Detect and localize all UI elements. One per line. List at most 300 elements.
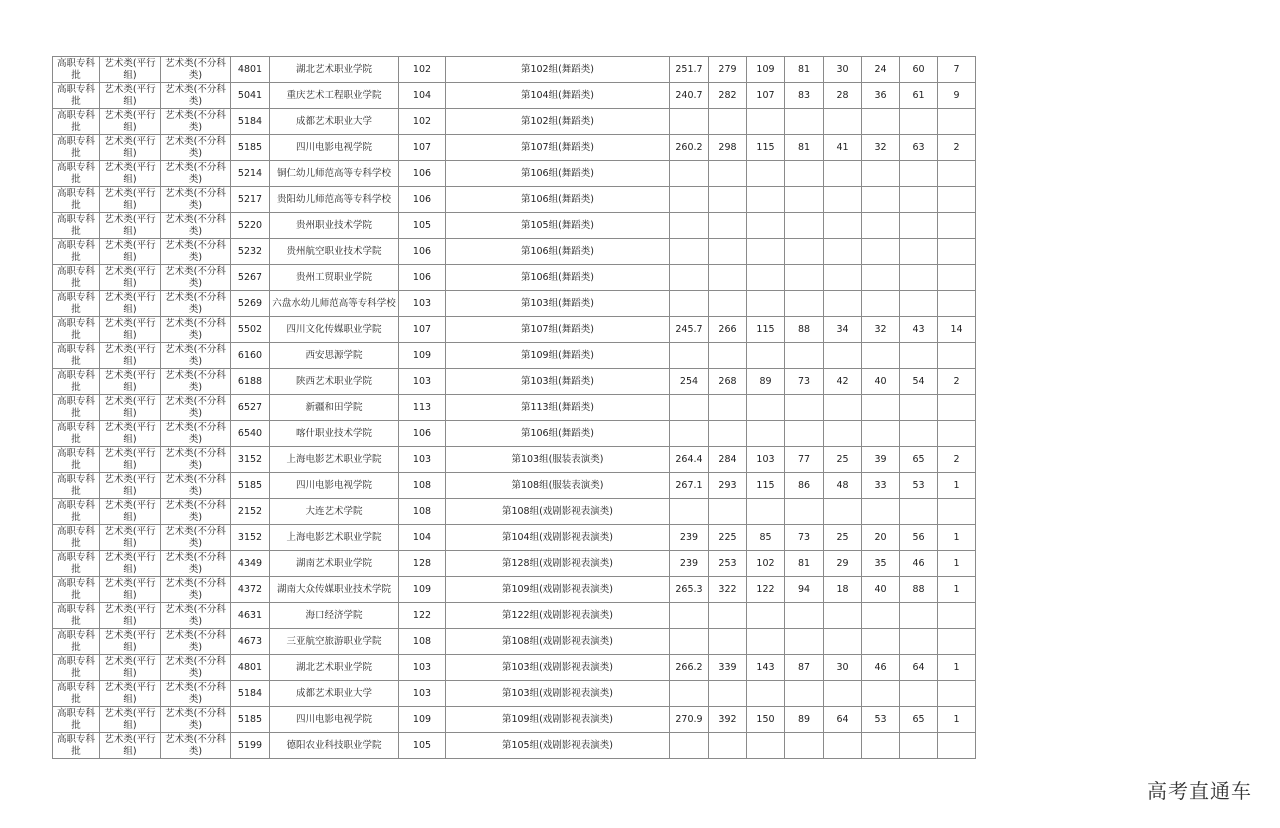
batch-cell: 高职专科批 — [53, 317, 100, 343]
group-name-cell: 第105组(戏剧影视表演类) — [446, 733, 670, 759]
value-cell-5: 40 — [862, 577, 900, 603]
subject-type-cell: 艺术类(不分科类) — [161, 707, 231, 733]
value-cell-5 — [862, 291, 900, 317]
value-cell-7: 1 — [938, 707, 976, 733]
value-cell-5: 33 — [862, 473, 900, 499]
value-cell-3 — [785, 291, 824, 317]
value-cell-1: 225 — [709, 525, 747, 551]
batch-cell: 高职专科批 — [53, 681, 100, 707]
score-cell — [670, 343, 709, 369]
score-cell — [670, 213, 709, 239]
subject-type-cell: 艺术类(不分科类) — [161, 421, 231, 447]
value-cell-4 — [824, 239, 862, 265]
school-code-cell: 4349 — [231, 551, 270, 577]
value-cell-3 — [785, 499, 824, 525]
value-cell-5 — [862, 395, 900, 421]
batch-cell: 高职专科批 — [53, 707, 100, 733]
value-cell-7 — [938, 265, 976, 291]
value-cell-3: 87 — [785, 655, 824, 681]
school-code-cell: 5185 — [231, 473, 270, 499]
school-name-cell: 德阳农业科技职业学院 — [270, 733, 399, 759]
subject-type-cell: 艺术类(不分科类) — [161, 603, 231, 629]
school-code-cell: 6188 — [231, 369, 270, 395]
school-code-cell: 5232 — [231, 239, 270, 265]
group-code-cell: 106 — [399, 161, 446, 187]
score-cell: 251.7 — [670, 57, 709, 83]
group-code-cell: 104 — [399, 83, 446, 109]
value-cell-4: 30 — [824, 655, 862, 681]
value-cell-6: 63 — [900, 135, 938, 161]
group-name-cell: 第103组(戏剧影视表演类) — [446, 655, 670, 681]
value-cell-2 — [747, 343, 785, 369]
value-cell-3: 86 — [785, 473, 824, 499]
group-name-cell: 第108组(服装表演类) — [446, 473, 670, 499]
school-name-cell: 湖南大众传媒职业技术学院 — [270, 577, 399, 603]
category-cell: 艺术类(平行组) — [100, 655, 161, 681]
value-cell-6: 46 — [900, 551, 938, 577]
value-cell-7 — [938, 343, 976, 369]
school-name-cell: 湖北艺术职业学院 — [270, 57, 399, 83]
batch-cell: 高职专科批 — [53, 447, 100, 473]
value-cell-6: 43 — [900, 317, 938, 343]
value-cell-6: 54 — [900, 369, 938, 395]
score-cell: 265.3 — [670, 577, 709, 603]
value-cell-6: 65 — [900, 707, 938, 733]
school-name-cell: 成都艺术职业大学 — [270, 681, 399, 707]
school-code-cell: 4801 — [231, 655, 270, 681]
group-name-cell: 第103组(舞蹈类) — [446, 369, 670, 395]
table-row — [53, 239, 976, 265]
value-cell-2 — [747, 187, 785, 213]
table-row — [53, 187, 976, 213]
value-cell-3: 83 — [785, 83, 824, 109]
group-name-cell: 第102组(舞蹈类) — [446, 57, 670, 83]
batch-cell: 高职专科批 — [53, 395, 100, 421]
subject-type-cell: 艺术类(不分科类) — [161, 525, 231, 551]
school-code-cell: 5214 — [231, 161, 270, 187]
table-row — [53, 525, 976, 551]
value-cell-3 — [785, 187, 824, 213]
value-cell-1 — [709, 395, 747, 421]
score-cell — [670, 629, 709, 655]
group-name-cell: 第103组(舞蹈类) — [446, 291, 670, 317]
value-cell-2 — [747, 161, 785, 187]
value-cell-1 — [709, 291, 747, 317]
batch-cell: 高职专科批 — [53, 343, 100, 369]
category-cell: 艺术类(平行组) — [100, 239, 161, 265]
value-cell-5 — [862, 681, 900, 707]
school-code-cell: 5185 — [231, 135, 270, 161]
score-cell: 270.9 — [670, 707, 709, 733]
school-code-cell: 3152 — [231, 447, 270, 473]
value-cell-7 — [938, 395, 976, 421]
value-cell-1: 298 — [709, 135, 747, 161]
subject-type-cell: 艺术类(不分科类) — [161, 239, 231, 265]
score-cell: 240.7 — [670, 83, 709, 109]
school-name-cell: 三亚航空旅游职业学院 — [270, 629, 399, 655]
value-cell-2 — [747, 421, 785, 447]
value-cell-3 — [785, 395, 824, 421]
score-cell: 239 — [670, 525, 709, 551]
value-cell-2: 143 — [747, 655, 785, 681]
category-cell: 艺术类(平行组) — [100, 733, 161, 759]
value-cell-2 — [747, 109, 785, 135]
group-code-cell: 108 — [399, 499, 446, 525]
school-code-cell: 5184 — [231, 109, 270, 135]
value-cell-2: 107 — [747, 83, 785, 109]
table-row — [53, 161, 976, 187]
value-cell-2 — [747, 395, 785, 421]
category-cell: 艺术类(平行组) — [100, 707, 161, 733]
category-cell: 艺术类(平行组) — [100, 473, 161, 499]
value-cell-4 — [824, 343, 862, 369]
value-cell-2: 150 — [747, 707, 785, 733]
value-cell-3 — [785, 265, 824, 291]
school-name-cell: 四川电影电视学院 — [270, 707, 399, 733]
value-cell-6 — [900, 265, 938, 291]
value-cell-6 — [900, 499, 938, 525]
table-row — [53, 135, 976, 161]
table-row — [53, 369, 976, 395]
subject-type-cell: 艺术类(不分科类) — [161, 681, 231, 707]
table-row — [53, 265, 976, 291]
value-cell-4: 42 — [824, 369, 862, 395]
value-cell-1: 266 — [709, 317, 747, 343]
school-name-cell: 西安思源学院 — [270, 343, 399, 369]
school-code-cell: 5220 — [231, 213, 270, 239]
category-cell: 艺术类(平行组) — [100, 421, 161, 447]
group-code-cell: 108 — [399, 629, 446, 655]
group-name-cell: 第104组(舞蹈类) — [446, 83, 670, 109]
value-cell-6 — [900, 213, 938, 239]
value-cell-2 — [747, 239, 785, 265]
school-code-cell: 4801 — [231, 57, 270, 83]
subject-type-cell: 艺术类(不分科类) — [161, 343, 231, 369]
school-name-cell: 大连艺术学院 — [270, 499, 399, 525]
value-cell-1 — [709, 733, 747, 759]
value-cell-7: 1 — [938, 525, 976, 551]
value-cell-6: 53 — [900, 473, 938, 499]
value-cell-3 — [785, 629, 824, 655]
group-name-cell: 第113组(舞蹈类) — [446, 395, 670, 421]
batch-cell: 高职专科批 — [53, 57, 100, 83]
value-cell-1: 253 — [709, 551, 747, 577]
value-cell-1: 339 — [709, 655, 747, 681]
school-code-cell: 5217 — [231, 187, 270, 213]
value-cell-4 — [824, 291, 862, 317]
table-row — [53, 57, 976, 83]
value-cell-1 — [709, 629, 747, 655]
subject-type-cell: 艺术类(不分科类) — [161, 447, 231, 473]
value-cell-7: 1 — [938, 655, 976, 681]
value-cell-3 — [785, 603, 824, 629]
table-row — [53, 707, 976, 733]
value-cell-4: 30 — [824, 57, 862, 83]
value-cell-2 — [747, 291, 785, 317]
value-cell-5: 53 — [862, 707, 900, 733]
school-name-cell: 四川电影电视学院 — [270, 473, 399, 499]
value-cell-1: 322 — [709, 577, 747, 603]
value-cell-5: 32 — [862, 317, 900, 343]
subject-type-cell: 艺术类(不分科类) — [161, 57, 231, 83]
value-cell-2 — [747, 603, 785, 629]
value-cell-7 — [938, 291, 976, 317]
table-row — [53, 83, 976, 109]
value-cell-3 — [785, 421, 824, 447]
value-cell-4: 64 — [824, 707, 862, 733]
value-cell-2 — [747, 265, 785, 291]
subject-type-cell: 艺术类(不分科类) — [161, 473, 231, 499]
value-cell-3 — [785, 161, 824, 187]
category-cell: 艺术类(平行组) — [100, 135, 161, 161]
value-cell-7 — [938, 603, 976, 629]
value-cell-1 — [709, 187, 747, 213]
group-name-cell: 第102组(舞蹈类) — [446, 109, 670, 135]
value-cell-3 — [785, 109, 824, 135]
value-cell-7: 2 — [938, 447, 976, 473]
value-cell-3: 94 — [785, 577, 824, 603]
admission-data-table — [52, 56, 976, 759]
value-cell-3: 89 — [785, 707, 824, 733]
value-cell-3 — [785, 343, 824, 369]
group-code-cell: 105 — [399, 733, 446, 759]
score-cell: 245.7 — [670, 317, 709, 343]
value-cell-1 — [709, 265, 747, 291]
score-cell: 239 — [670, 551, 709, 577]
value-cell-4 — [824, 213, 862, 239]
school-code-cell: 4673 — [231, 629, 270, 655]
school-name-cell: 湖南艺术职业学院 — [270, 551, 399, 577]
value-cell-7 — [938, 681, 976, 707]
group-code-cell: 128 — [399, 551, 446, 577]
school-name-cell: 六盘水幼儿师范高等专科学校 — [270, 291, 399, 317]
category-cell: 艺术类(平行组) — [100, 109, 161, 135]
category-cell: 艺术类(平行组) — [100, 499, 161, 525]
value-cell-3 — [785, 681, 824, 707]
value-cell-4 — [824, 681, 862, 707]
group-code-cell: 107 — [399, 135, 446, 161]
group-code-cell: 113 — [399, 395, 446, 421]
batch-cell: 高职专科批 — [53, 525, 100, 551]
value-cell-4: 34 — [824, 317, 862, 343]
value-cell-6: 88 — [900, 577, 938, 603]
value-cell-3: 81 — [785, 135, 824, 161]
value-cell-7: 1 — [938, 577, 976, 603]
value-cell-4: 25 — [824, 447, 862, 473]
value-cell-1: 268 — [709, 369, 747, 395]
category-cell: 艺术类(平行组) — [100, 317, 161, 343]
table-row — [53, 447, 976, 473]
group-name-cell: 第104组(戏剧影视表演类) — [446, 525, 670, 551]
batch-cell: 高职专科批 — [53, 109, 100, 135]
value-cell-7: 2 — [938, 135, 976, 161]
group-name-cell: 第106组(舞蹈类) — [446, 421, 670, 447]
subject-type-cell: 艺术类(不分科类) — [161, 655, 231, 681]
group-code-cell: 104 — [399, 525, 446, 551]
group-name-cell: 第109组(舞蹈类) — [446, 343, 670, 369]
school-name-cell: 贵州航空职业技术学院 — [270, 239, 399, 265]
value-cell-7: 9 — [938, 83, 976, 109]
value-cell-5 — [862, 629, 900, 655]
school-name-cell: 喀什职业技术学院 — [270, 421, 399, 447]
subject-type-cell: 艺术类(不分科类) — [161, 317, 231, 343]
group-name-cell: 第106组(舞蹈类) — [446, 161, 670, 187]
subject-type-cell: 艺术类(不分科类) — [161, 187, 231, 213]
school-name-cell: 贵州工贸职业学院 — [270, 265, 399, 291]
group-name-cell: 第108组(戏剧影视表演类) — [446, 629, 670, 655]
table-row — [53, 473, 976, 499]
value-cell-2 — [747, 213, 785, 239]
school-code-cell: 3152 — [231, 525, 270, 551]
value-cell-5 — [862, 213, 900, 239]
value-cell-1 — [709, 681, 747, 707]
school-code-cell: 6540 — [231, 421, 270, 447]
category-cell: 艺术类(平行组) — [100, 83, 161, 109]
value-cell-1 — [709, 603, 747, 629]
school-name-cell: 新疆和田学院 — [270, 395, 399, 421]
school-name-cell: 四川文化传媒职业学院 — [270, 317, 399, 343]
score-cell: 264.4 — [670, 447, 709, 473]
batch-cell: 高职专科批 — [53, 603, 100, 629]
value-cell-6 — [900, 395, 938, 421]
value-cell-7 — [938, 733, 976, 759]
value-cell-1 — [709, 239, 747, 265]
batch-cell: 高职专科批 — [53, 655, 100, 681]
school-code-cell: 5184 — [231, 681, 270, 707]
group-name-cell: 第122组(戏剧影视表演类) — [446, 603, 670, 629]
table-row — [53, 499, 976, 525]
value-cell-4 — [824, 161, 862, 187]
school-name-cell: 陕西艺术职业学院 — [270, 369, 399, 395]
school-code-cell: 4372 — [231, 577, 270, 603]
table-row — [53, 317, 976, 343]
table-row — [53, 733, 976, 759]
table-row — [53, 213, 976, 239]
school-name-cell: 上海电影艺术职业学院 — [270, 447, 399, 473]
group-name-cell: 第128组(戏剧影视表演类) — [446, 551, 670, 577]
school-code-cell: 5269 — [231, 291, 270, 317]
batch-cell: 高职专科批 — [53, 83, 100, 109]
value-cell-4: 25 — [824, 525, 862, 551]
category-cell: 艺术类(平行组) — [100, 213, 161, 239]
school-code-cell: 5185 — [231, 707, 270, 733]
table-row — [53, 343, 976, 369]
school-name-cell: 贵州职业技术学院 — [270, 213, 399, 239]
school-name-cell: 上海电影艺术职业学院 — [270, 525, 399, 551]
value-cell-6 — [900, 733, 938, 759]
value-cell-2: 103 — [747, 447, 785, 473]
group-code-cell: 106 — [399, 265, 446, 291]
value-cell-1: 392 — [709, 707, 747, 733]
value-cell-4: 18 — [824, 577, 862, 603]
subject-type-cell: 艺术类(不分科类) — [161, 109, 231, 135]
value-cell-5: 35 — [862, 551, 900, 577]
score-cell: 254 — [670, 369, 709, 395]
school-code-cell: 5267 — [231, 265, 270, 291]
value-cell-2: 115 — [747, 317, 785, 343]
subject-type-cell: 艺术类(不分科类) — [161, 291, 231, 317]
subject-type-cell: 艺术类(不分科类) — [161, 733, 231, 759]
value-cell-2: 115 — [747, 135, 785, 161]
value-cell-5: 39 — [862, 447, 900, 473]
category-cell: 艺术类(平行组) — [100, 265, 161, 291]
category-cell: 艺术类(平行组) — [100, 577, 161, 603]
value-cell-5 — [862, 343, 900, 369]
school-code-cell: 5041 — [231, 83, 270, 109]
value-cell-7: 1 — [938, 551, 976, 577]
category-cell: 艺术类(平行组) — [100, 343, 161, 369]
score-cell — [670, 603, 709, 629]
value-cell-7 — [938, 239, 976, 265]
value-cell-4 — [824, 733, 862, 759]
value-cell-6: 60 — [900, 57, 938, 83]
group-name-cell: 第107组(舞蹈类) — [446, 135, 670, 161]
value-cell-3: 73 — [785, 369, 824, 395]
group-name-cell: 第103组(服装表演类) — [446, 447, 670, 473]
subject-type-cell: 艺术类(不分科类) — [161, 551, 231, 577]
value-cell-7: 1 — [938, 473, 976, 499]
school-name-cell: 海口经济学院 — [270, 603, 399, 629]
score-cell — [670, 239, 709, 265]
category-cell: 艺术类(平行组) — [100, 551, 161, 577]
value-cell-1: 284 — [709, 447, 747, 473]
value-cell-7 — [938, 629, 976, 655]
school-code-cell: 6527 — [231, 395, 270, 421]
table-row — [53, 551, 976, 577]
batch-cell: 高职专科批 — [53, 291, 100, 317]
table-row — [53, 421, 976, 447]
value-cell-6 — [900, 603, 938, 629]
value-cell-2: 109 — [747, 57, 785, 83]
group-code-cell: 106 — [399, 239, 446, 265]
subject-type-cell: 艺术类(不分科类) — [161, 369, 231, 395]
batch-cell: 高职专科批 — [53, 187, 100, 213]
group-name-cell: 第109组(戏剧影视表演类) — [446, 577, 670, 603]
value-cell-2 — [747, 499, 785, 525]
category-cell: 艺术类(平行组) — [100, 603, 161, 629]
school-code-cell: 5199 — [231, 733, 270, 759]
school-name-cell: 湖北艺术职业学院 — [270, 655, 399, 681]
table-row — [53, 629, 976, 655]
school-name-cell: 重庆艺术工程职业学院 — [270, 83, 399, 109]
value-cell-6 — [900, 343, 938, 369]
value-cell-4 — [824, 395, 862, 421]
group-code-cell: 102 — [399, 57, 446, 83]
value-cell-6 — [900, 629, 938, 655]
value-cell-5 — [862, 421, 900, 447]
subject-type-cell: 艺术类(不分科类) — [161, 135, 231, 161]
value-cell-5: 24 — [862, 57, 900, 83]
value-cell-1: 279 — [709, 57, 747, 83]
group-name-cell: 第109组(戏剧影视表演类) — [446, 707, 670, 733]
value-cell-4: 28 — [824, 83, 862, 109]
value-cell-1: 293 — [709, 473, 747, 499]
category-cell: 艺术类(平行组) — [100, 525, 161, 551]
group-code-cell: 108 — [399, 473, 446, 499]
value-cell-2 — [747, 681, 785, 707]
value-cell-6 — [900, 421, 938, 447]
value-cell-5 — [862, 733, 900, 759]
table-row — [53, 109, 976, 135]
value-cell-3: 77 — [785, 447, 824, 473]
value-cell-2 — [747, 629, 785, 655]
score-cell: 267.1 — [670, 473, 709, 499]
score-cell — [670, 187, 709, 213]
value-cell-6 — [900, 239, 938, 265]
subject-type-cell: 艺术类(不分科类) — [161, 161, 231, 187]
category-cell: 艺术类(平行组) — [100, 187, 161, 213]
value-cell-1 — [709, 499, 747, 525]
